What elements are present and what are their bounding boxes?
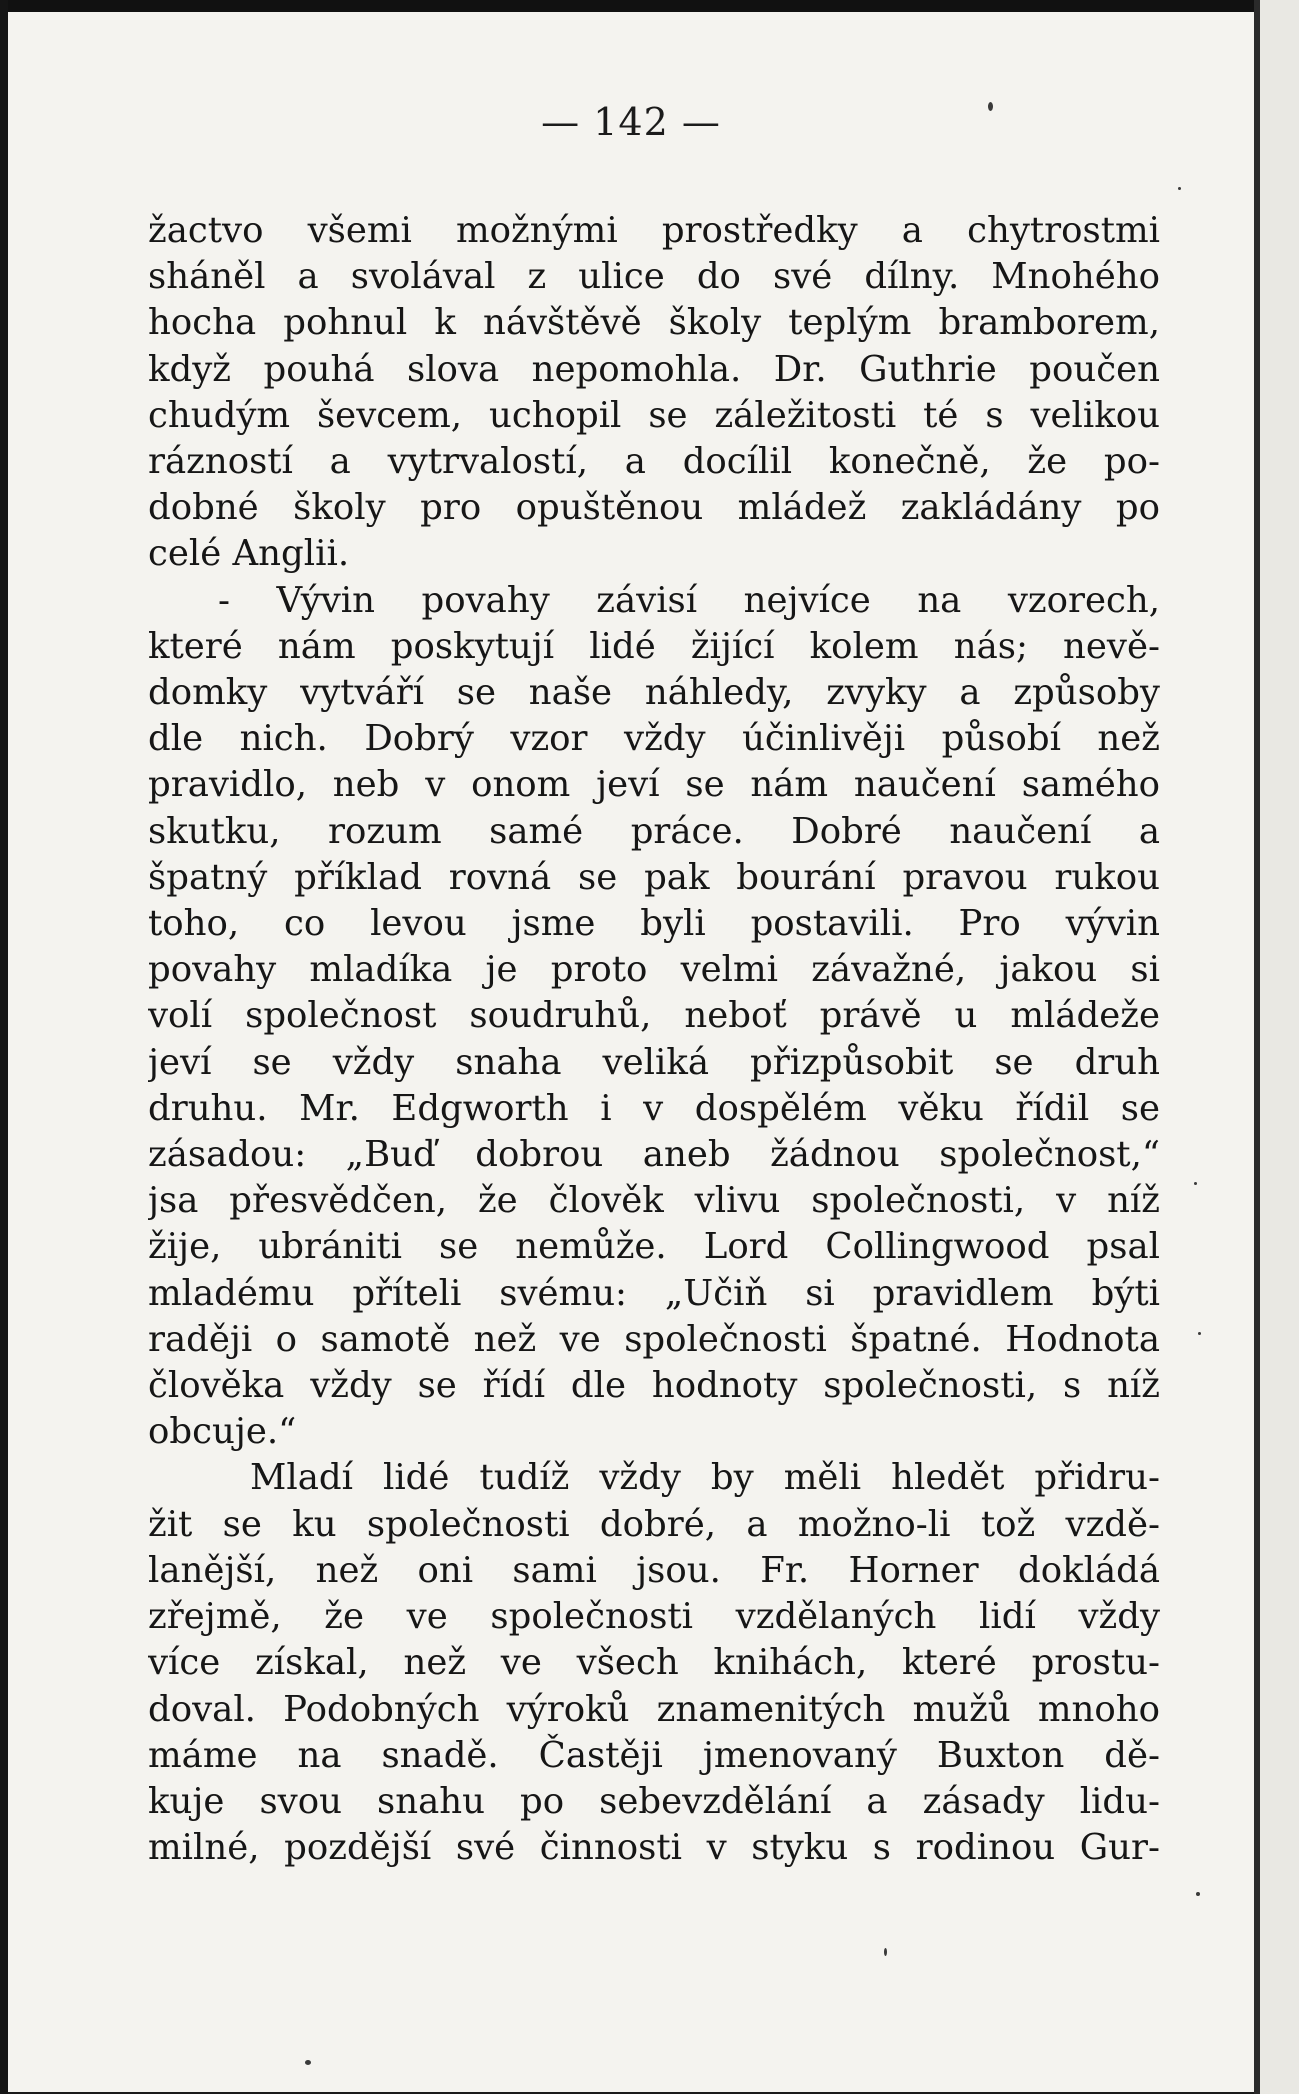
speck <box>884 1948 887 1956</box>
text-line: Mladí lidé tudíž vždy by měli hledět přidru- <box>250 1457 1160 1499</box>
page-number: — 142 — <box>541 100 721 144</box>
text-line: zásadou: „Buď dobrou aneb žádnou společnost,“ <box>148 1134 1160 1176</box>
text-line: chudým ševcem, uchopil se záležitosti té s velikou <box>148 394 1160 436</box>
speck <box>1194 1182 1197 1185</box>
text-line: sháněl a svolával z ulice do své dílny. Mnohého <box>148 256 1160 298</box>
text-line: zřejmě, že ve společnosti vzdělaných lidí vždy <box>148 1596 1160 1638</box>
text-line: žije, ubrániti se nemůže. Lord Collingwood psal <box>148 1226 1160 1268</box>
book-page <box>8 12 1254 2092</box>
text-line: dle nich. Dobrý vzor vždy účinlivěji působí než <box>148 718 1160 760</box>
text-line: druhu. Mr. Edgworth i v dospělém věku řídil se <box>148 1087 1160 1129</box>
text-line: žactvo všemi možnými prostředky a chytrostmi <box>148 210 1160 251</box>
text-line: celé Anglii. <box>148 533 350 575</box>
speck <box>1196 1892 1200 1896</box>
text-line: obcuje.“ <box>148 1411 297 1453</box>
text-line: které nám poskytují lidé žijící kolem nás; nevě- <box>148 625 1160 667</box>
speck <box>1178 187 1181 190</box>
speck <box>1198 1332 1201 1335</box>
text-line: více získal, než ve všech knihách, které prostu- <box>148 1642 1160 1684</box>
text-line: jeví se vždy snaha veliká přizpůsobit se druh <box>148 1041 1160 1083</box>
text-line: kuje svou snahu po sebevzdělání a zásady lidu- <box>148 1780 1160 1822</box>
text-line: doval. Podobných výroků znamenitých mužů mnoho <box>148 1688 1160 1730</box>
text-line: rázností a vytrvalostí, a docílil konečně, že po- <box>148 441 1160 483</box>
text-line: skutku, rozum samé práce. Dobré naučení a <box>148 810 1160 852</box>
speck <box>305 2060 311 2065</box>
text-line: - Vývin povahy závisí nejvíce na vzorech, <box>218 579 1160 621</box>
text-line: mladému příteli svému: „Učiň si pravidlem býti <box>148 1272 1160 1314</box>
scan-right-margin <box>1254 0 1299 2094</box>
text-line: když pouhá slova nepomohla. Dr. Guthrie poučen <box>148 348 1160 390</box>
body-text <box>148 208 1160 1871</box>
scan-left-edge <box>0 0 8 2094</box>
text-line: hocha pohnul k návštěvě školy teplým bramborem, <box>148 302 1160 344</box>
text-line: špatný příklad rovná se pak bourání pravou rukou <box>148 856 1160 898</box>
text-line: jsa přesvědčen, že člověk vlivu společnosti, v níž <box>148 1180 1160 1222</box>
text-line: volí společnost soudruhů, neboť právě u mládeže <box>148 995 1160 1037</box>
text-line: dobné školy pro opuštěnou mládež zakládány po <box>148 487 1160 529</box>
scan-top-edge <box>0 0 1299 12</box>
text-line: domky vytváří se naše náhledy, zvyky a způsoby <box>148 672 1160 714</box>
text-line: máme na snadě. Častěji jmenovaný Buxton dě- <box>148 1734 1160 1776</box>
text-line: milné, pozdější své činnosti v styku s rodinou Gur- <box>148 1827 1160 1869</box>
text-line: lanější, než oni sami jsou. Fr. Horner dokládá <box>148 1549 1160 1591</box>
speck <box>988 102 993 111</box>
text-line: člověka vždy se řídí dle hodnoty společnosti, s níž <box>148 1365 1160 1407</box>
text-line: žit se ku společnosti dobré, a možno-li tož vzdě- <box>148 1503 1160 1545</box>
text-line: pravidlo, neb v onom jeví se nám naučení samého <box>148 764 1160 806</box>
text-line: toho, co levou jsme byli postavili. Pro vývin <box>148 903 1160 945</box>
text-line: raději o samotě než ve společnosti špatné. Hodnota <box>148 1318 1160 1360</box>
text-line: povahy mladíka je proto velmi závažné, jakou si <box>148 949 1160 991</box>
